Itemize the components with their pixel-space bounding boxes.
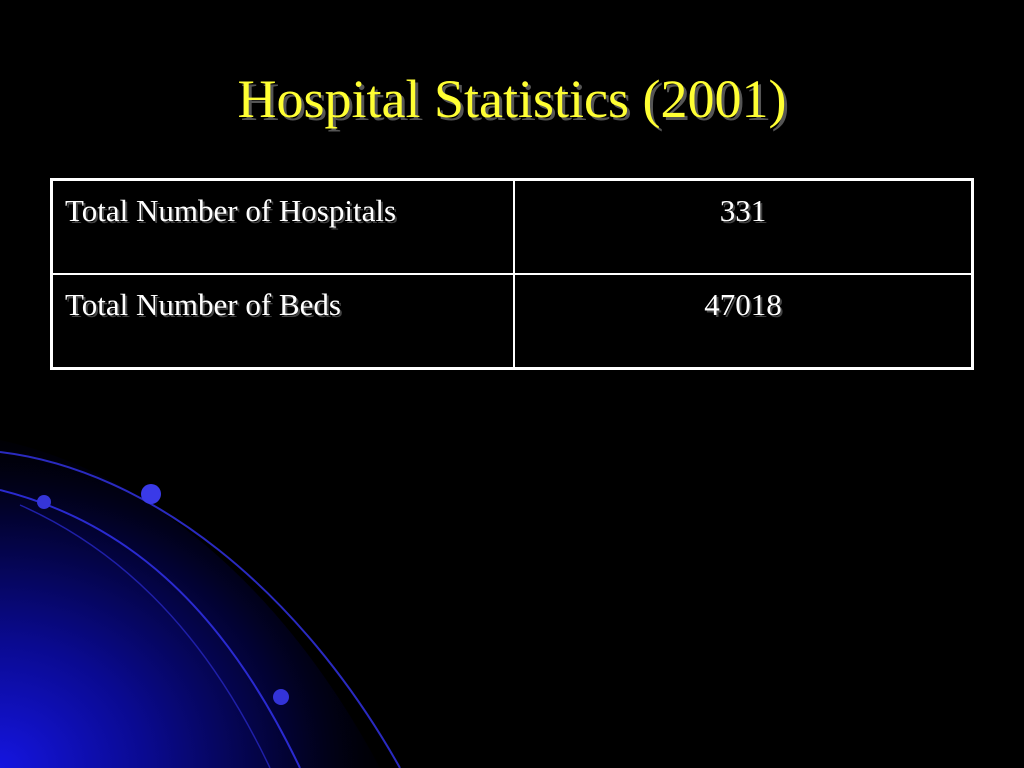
row-label-beds: Total Number of Beds — [52, 274, 515, 369]
table-row — [52, 180, 973, 275]
row-value-hospitals: 331 — [514, 180, 973, 275]
blue-glow-shape — [0, 440, 380, 768]
table-row — [52, 274, 973, 369]
stats-table — [50, 178, 974, 370]
orbit-dot-left — [37, 495, 51, 509]
orbit-dot-lower — [273, 689, 289, 705]
row-label-hospitals: Total Number of Hospitals — [52, 180, 515, 275]
slide-title: Hospital Statistics (2001) — [237, 69, 787, 129]
orbit-dot-large — [141, 484, 161, 504]
row-value-beds: 47018 — [514, 274, 973, 369]
